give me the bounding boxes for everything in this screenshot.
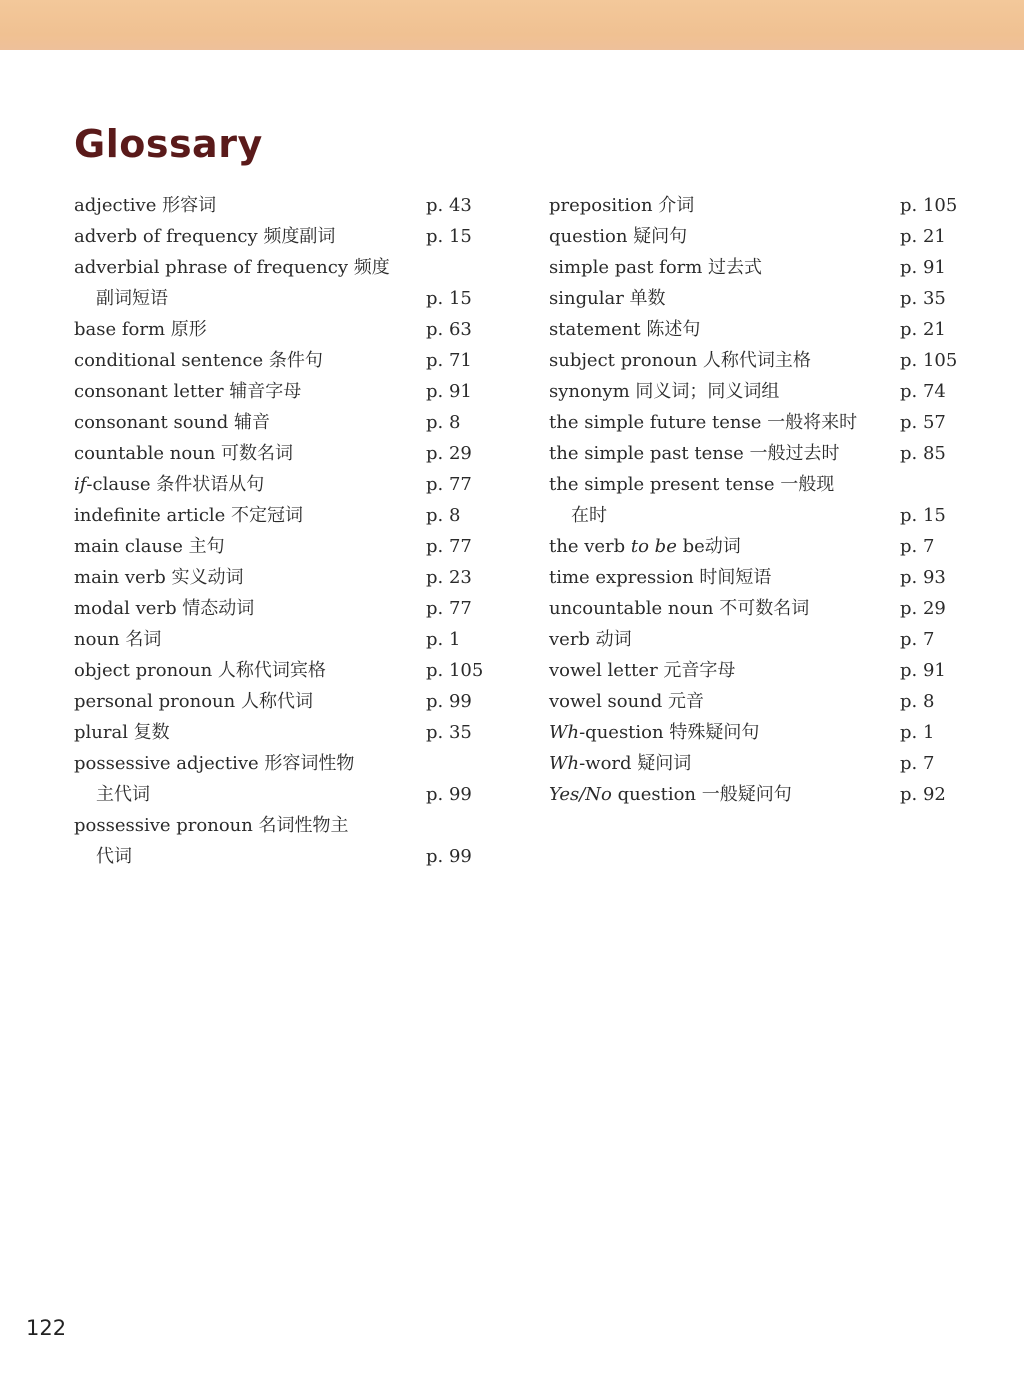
glossary-term-rest: -clause 条件状语从句 xyxy=(86,474,265,495)
glossary-page-ref: p. 77 xyxy=(426,598,472,619)
glossary-term: plural 复数 xyxy=(74,722,170,743)
glossary-entry xyxy=(74,717,494,748)
glossary-term: the simple future tense 一般将来时 xyxy=(549,412,858,433)
glossary-entry xyxy=(74,686,494,717)
glossary-term: time expression 时间短语 xyxy=(549,567,772,588)
glossary-entry xyxy=(549,655,969,686)
glossary-term-continuation: 主代词 xyxy=(96,784,150,805)
glossary-term-rest: -word 疑问词 xyxy=(579,753,692,774)
glossary-entry xyxy=(74,252,494,314)
glossary-term: conditional sentence 条件句 xyxy=(74,350,323,371)
glossary-page-ref: p. 1 xyxy=(900,722,935,743)
glossary-entry xyxy=(549,283,969,314)
glossary-entry xyxy=(74,593,494,624)
glossary-term: modal verb 情态动词 xyxy=(74,598,255,619)
glossary-entry xyxy=(549,562,969,593)
glossary-entry xyxy=(549,376,969,407)
glossary-page-ref: p. 99 xyxy=(426,846,472,867)
glossary-page-ref: p. 7 xyxy=(900,753,935,774)
glossary-entry xyxy=(549,438,969,469)
glossary-column-right xyxy=(549,190,969,810)
glossary-term-continuation: 副词短语 xyxy=(96,288,168,309)
glossary-page-ref: p. 8 xyxy=(900,691,935,712)
glossary-page-ref: p. 35 xyxy=(426,722,472,743)
glossary-page-ref: p. 91 xyxy=(900,660,946,681)
glossary-term: singular 单数 xyxy=(549,288,666,309)
glossary-entry xyxy=(74,500,494,531)
glossary-term: synonym 同义词；同义词组 xyxy=(549,381,780,402)
glossary-entry xyxy=(74,314,494,345)
glossary-term: uncountable noun 不可数名词 xyxy=(549,598,810,619)
glossary-term-italic: to be xyxy=(630,536,677,557)
glossary-entry xyxy=(549,717,969,748)
glossary-page-ref: p. 15 xyxy=(900,505,946,526)
glossary-page-ref: p. 23 xyxy=(426,567,472,588)
glossary-term-continuation: 代词 xyxy=(96,846,132,867)
glossary-page-ref: p. 71 xyxy=(426,350,472,371)
glossary-entry xyxy=(74,469,494,500)
glossary-term: question 疑问句 xyxy=(549,226,688,247)
glossary-term-italic: Yes/No xyxy=(549,784,612,805)
glossary-term: countable noun 可数名词 xyxy=(74,443,294,464)
glossary-entry xyxy=(549,190,969,221)
glossary-page-ref: p. 7 xyxy=(900,629,935,650)
glossary-page-ref: p. 93 xyxy=(900,567,946,588)
glossary-page-ref: p. 8 xyxy=(426,412,461,433)
glossary-page-ref: p. 21 xyxy=(900,226,946,247)
glossary-page-ref: p. 29 xyxy=(900,598,946,619)
glossary-entry xyxy=(74,562,494,593)
glossary-entry xyxy=(74,655,494,686)
glossary-term: main clause 主句 xyxy=(74,536,225,557)
page-title: Glossary xyxy=(74,122,263,166)
top-color-band xyxy=(0,0,1024,50)
glossary-term-italic: if xyxy=(74,474,87,495)
glossary-page-ref: p. 15 xyxy=(426,226,472,247)
glossary-term-continuation: 在时 xyxy=(571,505,607,526)
glossary-term: main verb 实义动词 xyxy=(74,567,244,588)
glossary-term: vowel letter 元音字母 xyxy=(549,660,736,681)
glossary-term-rest: question 一般疑问句 xyxy=(611,784,792,805)
glossary-term: object pronoun 人称代词宾格 xyxy=(74,660,326,681)
glossary-entry xyxy=(549,624,969,655)
glossary-term: the simple present tense 一般现 xyxy=(549,474,835,495)
glossary-page-ref: p. 7 xyxy=(900,536,935,557)
glossary-entry xyxy=(549,748,969,779)
glossary-entry xyxy=(549,252,969,283)
glossary-page-ref: p. 63 xyxy=(426,319,472,340)
glossary-entry xyxy=(74,810,494,872)
glossary-term: adverbial phrase of frequency 频度 xyxy=(74,257,390,278)
glossary-page-ref: p. 15 xyxy=(426,288,472,309)
glossary-entry xyxy=(74,407,494,438)
glossary-term-italic: Wh xyxy=(549,722,580,743)
glossary-term: consonant letter 辅音字母 xyxy=(74,381,302,402)
glossary-entry xyxy=(74,345,494,376)
glossary-entry xyxy=(74,748,494,810)
glossary-entry xyxy=(74,624,494,655)
glossary-term: possessive pronoun 名词性物主 xyxy=(74,815,349,836)
glossary-entry xyxy=(74,221,494,252)
glossary-term-prefix: the verb xyxy=(549,536,631,557)
glossary-entry xyxy=(74,376,494,407)
glossary-page-ref: p. 35 xyxy=(900,288,946,309)
glossary-entry xyxy=(549,469,969,531)
glossary-page-ref: p. 99 xyxy=(426,691,472,712)
glossary-column-left xyxy=(74,190,494,872)
glossary-page-ref: p. 92 xyxy=(900,784,946,805)
glossary-entry xyxy=(74,438,494,469)
glossary-term: noun 名词 xyxy=(74,629,162,650)
glossary-term: simple past form 过去式 xyxy=(549,257,763,278)
glossary-term: statement 陈述句 xyxy=(549,319,701,340)
glossary-entry xyxy=(549,686,969,717)
glossary-page-ref: p. 91 xyxy=(426,381,472,402)
glossary-entry xyxy=(74,190,494,221)
glossary-page-ref: p. 105 xyxy=(900,195,958,216)
glossary-page-ref: p. 77 xyxy=(426,536,472,557)
glossary-page-ref: p. 74 xyxy=(900,381,946,402)
glossary-page-ref: p. 43 xyxy=(426,195,472,216)
glossary-page-ref: p. 8 xyxy=(426,505,461,526)
glossary-page-ref: p. 21 xyxy=(900,319,946,340)
glossary-entry xyxy=(549,221,969,252)
glossary-page-ref: p. 85 xyxy=(900,443,946,464)
glossary-term: indefinite article 不定冠词 xyxy=(74,505,304,526)
glossary-term-rest: be动词 xyxy=(676,536,741,557)
glossary-entry xyxy=(549,345,969,376)
glossary-term: adverb of frequency 频度副词 xyxy=(74,226,336,247)
glossary-term: subject pronoun 人称代词主格 xyxy=(549,350,811,371)
glossary-term: vowel sound 元音 xyxy=(549,691,705,712)
glossary-term: adjective 形容词 xyxy=(74,195,217,216)
glossary-term-rest: -question 特殊疑问句 xyxy=(579,722,760,743)
glossary-page-ref: p. 99 xyxy=(426,784,472,805)
glossary-term: verb 动词 xyxy=(549,629,632,650)
glossary-page-ref: p. 1 xyxy=(426,629,461,650)
glossary-page-ref: p. 29 xyxy=(426,443,472,464)
glossary-term: preposition 介词 xyxy=(549,195,695,216)
glossary-term: possessive adjective 形容词性物 xyxy=(74,753,355,774)
glossary-term: consonant sound 辅音 xyxy=(74,412,270,433)
glossary-entry xyxy=(549,531,969,562)
glossary-page-ref: p. 105 xyxy=(900,350,958,371)
glossary-entry xyxy=(549,314,969,345)
glossary-term: personal pronoun 人称代词 xyxy=(74,691,313,712)
glossary-entry xyxy=(74,531,494,562)
glossary-page-ref: p. 91 xyxy=(900,257,946,278)
glossary-term: the simple past tense 一般过去时 xyxy=(549,443,840,464)
glossary-entry xyxy=(549,779,969,810)
glossary-page-ref: p. 57 xyxy=(900,412,946,433)
glossary-page-ref: p. 77 xyxy=(426,474,472,495)
glossary-entry xyxy=(549,593,969,624)
page-number: 122 xyxy=(26,1316,67,1340)
glossary-page-ref: p. 105 xyxy=(426,660,484,681)
glossary-entry xyxy=(549,407,969,438)
glossary-term: base form 原形 xyxy=(74,319,207,340)
glossary-term-italic: Wh xyxy=(549,753,580,774)
